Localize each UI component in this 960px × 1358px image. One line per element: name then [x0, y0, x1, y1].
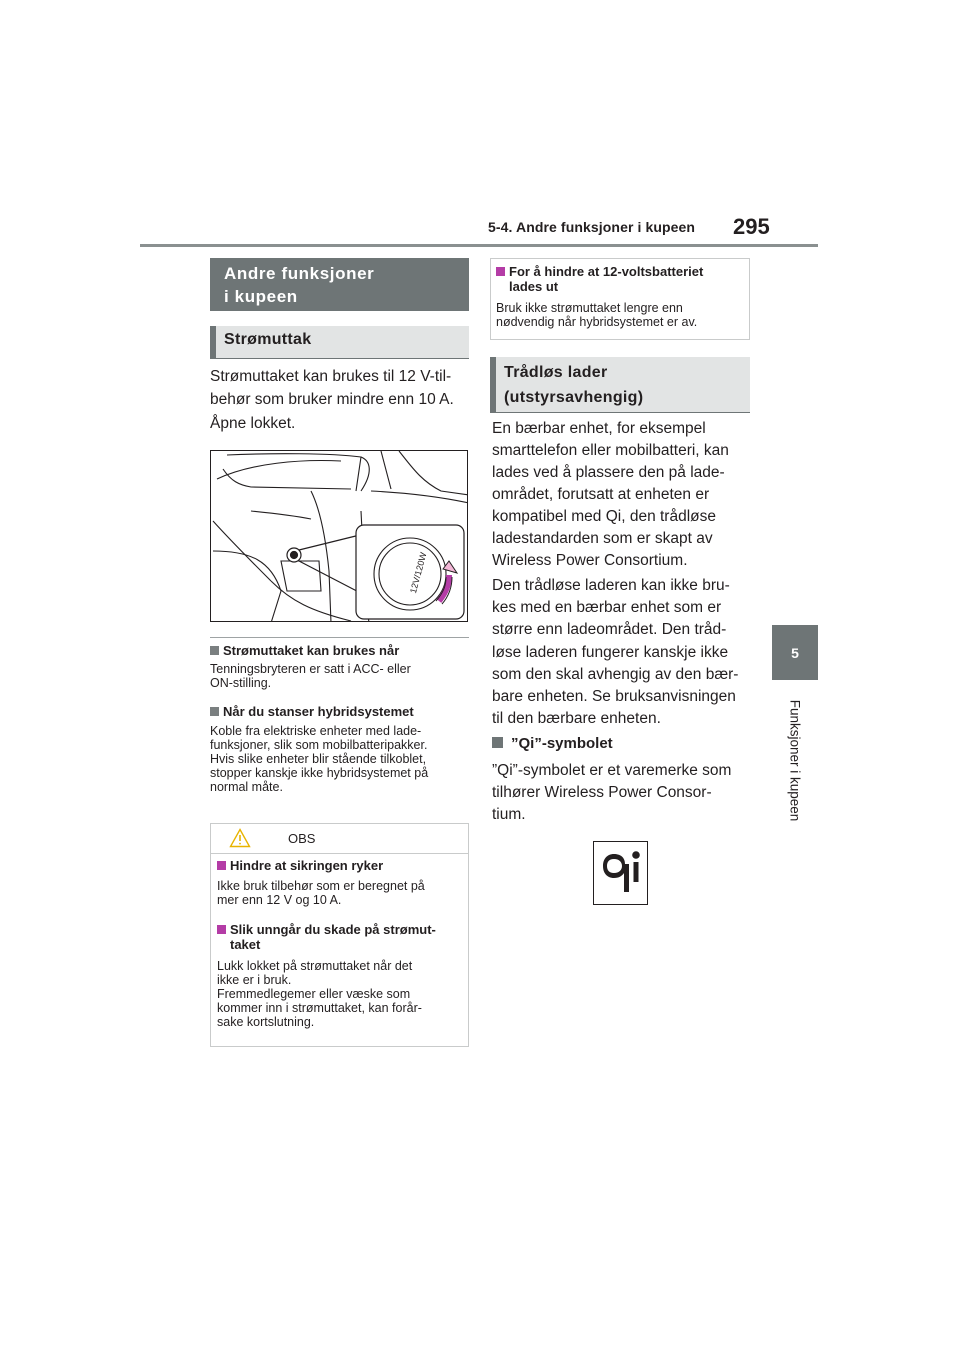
note-heading-text: Når du stanser hybridsystemet [223, 704, 414, 719]
obs-caution-box [210, 823, 469, 1047]
note-body [210, 724, 428, 794]
heading-line: Trådløs lader [504, 364, 608, 381]
running-header: 5-4. Andre funksjoner i kupeen [488, 219, 696, 235]
text-line: Tenningsbryteren er satt i ACC- eller [210, 662, 411, 676]
bullet-square-icon [217, 861, 226, 870]
hint-heading-text: lades ut [509, 279, 559, 294]
section-rule [490, 412, 750, 413]
text-line: tilhører Wireless Power Consor- [492, 784, 712, 802]
text-line: mer enn 12 V og 10 A. [217, 893, 342, 907]
qi-logo-icon [593, 841, 648, 905]
note-heading-text: Strømuttaket kan brukes når [223, 643, 400, 658]
obs-heading-text: Slik unngår du skade på strømut- [230, 922, 436, 937]
text-line: Lukk lokket på strømuttaket når det [217, 959, 413, 973]
text-line: Koble fra elektriske enheter med lade- [210, 724, 422, 738]
chapter-side-label [752, 690, 838, 830]
text-line: ON-stilling. [210, 676, 272, 690]
obs-item-body [217, 879, 425, 907]
qi-heading-text: ”Qi”-symbolet [511, 735, 613, 752]
text-line: ladestandarden som er skapt av [492, 530, 713, 547]
chapter-title-box [210, 258, 469, 311]
text-line: kommer inn i strømuttaket, kan forår- [217, 1001, 422, 1015]
chapter-title-line: i kupeen [224, 287, 298, 306]
text-line: funksjoner, slik som mobilbatteripakker. [210, 738, 428, 752]
text-line: nødvendig når hybridsystemet er av. [496, 315, 698, 329]
note-heading [210, 643, 399, 658]
intro-paragraph [210, 365, 454, 411]
bullet-square-icon [217, 925, 226, 934]
text-line: større enn ladeområdet. Den tråd- [492, 621, 727, 639]
wireless-charger-paragraph [492, 418, 762, 572]
bullet-square-icon [210, 707, 219, 716]
section-heading-text: Strømuttak [224, 331, 312, 348]
text-line: normal måte. [210, 780, 283, 794]
text-line: smarttelefon eller mobilbatteri, kan [492, 442, 729, 459]
chapter-title-line: Andre funksjoner [224, 264, 375, 283]
header-rule [140, 244, 818, 247]
power-outlet-illustration [210, 450, 468, 622]
text-line: til den bærbare enheten. [492, 710, 661, 728]
text-line: Strømuttaket kan brukes til 12 V-til- [210, 368, 452, 385]
section-heading-tradlos-lader [490, 357, 750, 412]
text-line: kes med en bærbar enhet som er [492, 599, 722, 617]
wireless-charger-limits-paragraph [492, 575, 762, 730]
page-number: 295 [733, 214, 770, 239]
text-line: Ikke bruk tilbehør som er beregnet på [217, 879, 425, 893]
text-line: En bærbar enhet, for eksempel [492, 420, 706, 437]
obs-heading-text: Hindre at sikringen ryker [230, 858, 384, 873]
text-line: Fremmedlegemer eller væske som [217, 987, 411, 1001]
text-line: Bruk ikke strømuttaket lengre enn [496, 301, 683, 315]
text-line: kompatibel med Qi, den trådløse [492, 508, 716, 525]
section-rule [210, 358, 469, 359]
note-body [210, 662, 411, 690]
text-line: Wireless Power Consortium. [492, 552, 688, 569]
chapter-label: Funksjoner i kupeen [787, 699, 803, 821]
battery-hint-box [490, 258, 750, 340]
text-line: sake kortslutning. [217, 1015, 315, 1029]
hint-body [496, 301, 697, 329]
console-drawing [211, 451, 468, 622]
notes-divider [210, 637, 469, 638]
text-line: området, forutsatt at enheten er [492, 486, 710, 503]
bullet-square-icon [496, 267, 505, 276]
text-line: behør som bruker mindre enn 10 A. [210, 391, 454, 408]
chapter-title [224, 262, 374, 308]
heading-line: (utstyrsavhengig) [504, 389, 644, 406]
text-line: lades ved å plassere den på lade- [492, 464, 725, 481]
obs-item-heading [217, 858, 383, 873]
chapter-number: 5 [791, 644, 799, 661]
bullet-square-icon [492, 737, 503, 748]
text-line: ikke er i bruk. [217, 973, 292, 987]
open-lid-instruction: Åpne lokket. [210, 415, 296, 432]
obs-item-heading [217, 922, 436, 952]
qi-symbol-heading [492, 735, 613, 752]
text-line: stopper kanskje ikke hybridsystemet på [210, 766, 429, 780]
hint-heading-text: For å hindre at 12-voltsbatteriet [509, 264, 704, 279]
obs-item-body [217, 959, 422, 1029]
text-line: bare enheten. Se bruksanvisningen [492, 688, 736, 706]
obs-title: OBS [288, 831, 316, 846]
text-line: tium. [492, 806, 526, 824]
qi-trademark-paragraph [492, 760, 762, 827]
qi-logo-graphic [594, 842, 647, 904]
cap-label: 12V/120W [408, 551, 429, 595]
section-heading-text [504, 360, 643, 410]
hint-heading [496, 264, 703, 294]
bullet-square-icon [210, 646, 219, 655]
text-line: som den skal avhengig av den bær- [492, 665, 739, 683]
text-line: Den trådløse laderen kan ikke bru- [492, 577, 730, 594]
warning-triangle-icon [229, 828, 251, 848]
obs-heading-text: taket [230, 937, 261, 952]
text-line: ”Qi”-symbolet er et varemerke som [492, 762, 732, 779]
text-line: Hvis slike enheter blir stående tilkoblet, [210, 752, 427, 766]
obs-header [211, 824, 468, 854]
note-heading [210, 704, 414, 719]
text-line: løse laderen fungerer kanskje ikke [492, 643, 729, 661]
chapter-tab [772, 625, 818, 680]
section-heading-stromuttak [210, 326, 469, 358]
